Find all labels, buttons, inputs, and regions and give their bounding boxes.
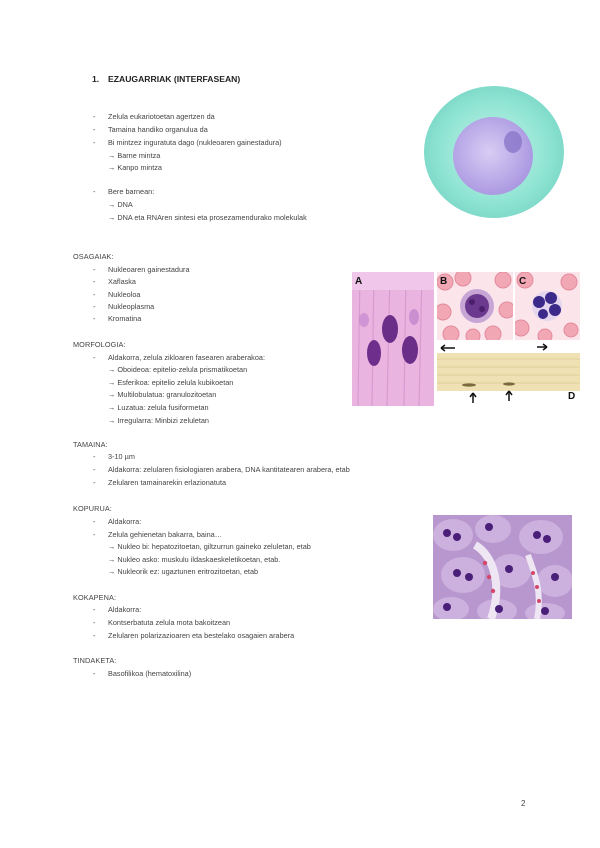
intro-sub: → Barne mintza <box>108 151 161 160</box>
bullet-dash: - <box>93 290 96 299</box>
section-heading-morfologia: MORFOLOGIA: <box>73 340 126 349</box>
tamaina-item: 3-10 µm <box>108 452 135 461</box>
kopurua-sub: → Nukleo bi: hepatozitoetan, giltzurrun gaineko zeluletan, etab <box>108 542 311 551</box>
osagaiak-item: Xaflaska <box>108 277 136 286</box>
bullet-dash: - <box>93 314 96 323</box>
bullet-dash: - <box>93 125 96 134</box>
morfologia-sub: → Irregularra: Minbizi zeluletan <box>108 416 209 425</box>
figure-label-b: B <box>440 276 448 287</box>
kokapena-item: Kontserbatuta zelula mota bakoitzean <box>108 618 231 627</box>
morfologia-bullet: Aldakorra, zelula zikloaren fasearen araberakoa: <box>108 353 265 362</box>
section-heading-tamaina: TAMAINA: <box>73 440 108 449</box>
bullet-dash: - <box>93 618 96 627</box>
bullet-dash: - <box>93 302 96 311</box>
bullet-dash: - <box>93 605 96 614</box>
bullet-dash: - <box>93 669 96 678</box>
figure-label-d: D <box>568 391 576 402</box>
osagaiak-item: Nukleoplasma <box>108 302 155 311</box>
morfologia-sub: → Multilobulatua: granulozitoetan <box>108 390 217 399</box>
intro-sub: → Kanpo mintza <box>108 163 162 172</box>
micrograph-hepatocytes <box>433 515 572 619</box>
osagaiak-item: Nukleoaren gainestadura <box>108 265 190 274</box>
bullet-dash: - <box>93 353 96 362</box>
bullet-dash: - <box>93 465 96 474</box>
micrograph-a <box>352 272 434 406</box>
bullet-dash: - <box>93 265 96 274</box>
intro-bullet: Zelula eukariotoetan agertzen da <box>108 112 215 121</box>
tamaina-item: Aldakorra: zelularen fisiologiaren arabera, DNA kantitatearen arabera, etab <box>108 465 350 474</box>
bullet-dash: - <box>93 112 96 121</box>
osagaiak-item: Nukleoloa <box>108 290 141 299</box>
intro-bullet: Tamaina handiko organulua da <box>108 125 208 134</box>
kopurua-sub: → Nukleorik ez: ugaztunen eritrozitoetan, etab <box>108 567 259 576</box>
section-heading-kopurua: KOPURUA: <box>73 504 112 513</box>
bullet-dash: - <box>93 138 96 147</box>
bullet-dash: - <box>93 452 96 461</box>
osagaiak-item: Kromatina <box>108 314 142 323</box>
bullet-dash: - <box>93 517 96 526</box>
morfologia-sub: → Esferikoa: epitelio zelula kubikoetan <box>108 378 234 387</box>
bullet-dash: - <box>93 631 96 640</box>
figure-label-c: C <box>519 276 527 287</box>
morfologia-sub: → Oboideoa: epitelio-zelula prismatikoetan <box>108 365 248 374</box>
bullet-dash: - <box>93 187 96 196</box>
kopurua-sub: → Nukleo asko: muskulu ildaskaeskeletikoetan, etab. <box>108 555 281 564</box>
section-title: EZAUGARRIAK (INTERFASEAN) <box>108 74 241 84</box>
section-number: 1. <box>92 74 100 84</box>
micrograph-d <box>437 343 580 406</box>
kokapena-item: Zelularen polarizazioaren eta bestelako osagaien arabera <box>108 631 295 640</box>
morfologia-sub: → Luzatua: zelula fusiformetan <box>108 403 209 412</box>
section-heading-tindaketa: TINDAKETA: <box>73 656 117 665</box>
figure-label-a: A <box>355 276 363 287</box>
cell-illustration <box>418 82 568 220</box>
bullet-dash: - <box>93 478 96 487</box>
intro-sub: → DNA eta RNAren sintesi eta prosezamendurako molekulak <box>108 213 307 222</box>
tindaketa-item: Basofilikoa (hematoxilina) <box>108 669 192 678</box>
intro-bullet: Bere barnean: <box>108 187 155 196</box>
section-heading-kokapena: KOKAPENA: <box>73 593 117 602</box>
bullet-dash: - <box>93 277 96 286</box>
page-number: 2 <box>521 799 526 808</box>
intro-bullet: Bi mintzez inguratuta dago (nukleoaren gainestadura) <box>108 138 282 147</box>
bullet-dash: - <box>93 530 96 539</box>
micrograph-b <box>437 272 513 340</box>
tamaina-item: Zelularen tamainarekin erlazionatuta <box>108 478 227 487</box>
kopurua-item: Zelula gehienetan bakarra, baina… <box>108 530 222 539</box>
kokapena-item: Aldakorra: <box>108 605 142 614</box>
intro-sub: → DNA <box>108 200 133 209</box>
section-heading-osagaiak: OSAGAIAK: <box>73 252 114 261</box>
kopurua-item: Aldakorra: <box>108 517 142 526</box>
